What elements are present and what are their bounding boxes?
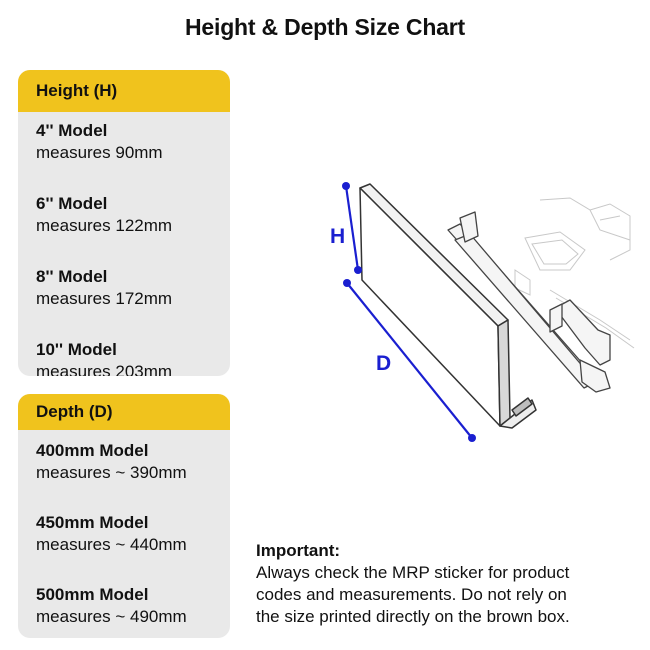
model-name: 500mm Model (36, 585, 149, 604)
depth-entries (18, 430, 230, 638)
height-entry-4in (36, 120, 230, 189)
model-measure: measures ~ 390mm (36, 463, 187, 482)
note-line: Always check the MRP sticker for product (256, 563, 570, 582)
page-title: Height & Depth Size Chart (185, 14, 465, 40)
height-panel (18, 70, 230, 376)
height-entries (18, 112, 230, 376)
model-name: 10'' Model (36, 340, 117, 359)
note-line: the size printed directly on the brown box. (256, 607, 570, 626)
depth-panel (18, 394, 230, 638)
model-name: 400mm Model (36, 441, 149, 460)
note-line: codes and measurements. Do not rely on (256, 585, 567, 604)
height-entry-6in (36, 193, 230, 262)
height-panel-header: Height (H) (18, 70, 230, 112)
height-dimension (330, 182, 362, 274)
model-measure: measures 203mm (36, 362, 173, 376)
height-dimension-label: H (330, 225, 346, 248)
model-measure: measures 122mm (36, 216, 173, 235)
drawer-diagram (300, 120, 640, 450)
height-entry-10in (36, 339, 230, 376)
height-dimension-start-dot (342, 182, 350, 190)
depth-panel-header: Depth (D) (18, 394, 230, 430)
note-title: Important: (256, 541, 341, 560)
model-name: 450mm Model (36, 513, 149, 532)
model-name: 6'' Model (36, 194, 108, 213)
model-measure: measures 172mm (36, 289, 173, 308)
depth-entry-450mm (36, 512, 230, 580)
depth-entry-500mm (36, 584, 230, 638)
depth-dimension-label: D (376, 352, 392, 375)
depth-entry-400mm (36, 440, 230, 508)
model-measure: measures ~ 440mm (36, 535, 187, 554)
model-name: 8'' Model (36, 267, 108, 286)
model-measure: measures 90mm (36, 143, 163, 162)
important-note (256, 540, 636, 628)
depth-dimension-end-dot (468, 434, 476, 442)
drawer-side-panel (360, 184, 536, 428)
height-dimension-line (346, 186, 358, 270)
depth-dimension-start-dot (343, 279, 351, 287)
model-name: 4'' Model (36, 121, 108, 140)
height-entry-8in (36, 266, 230, 335)
model-measure: measures ~ 490mm (36, 607, 187, 626)
height-dimension-end-dot (354, 266, 362, 274)
